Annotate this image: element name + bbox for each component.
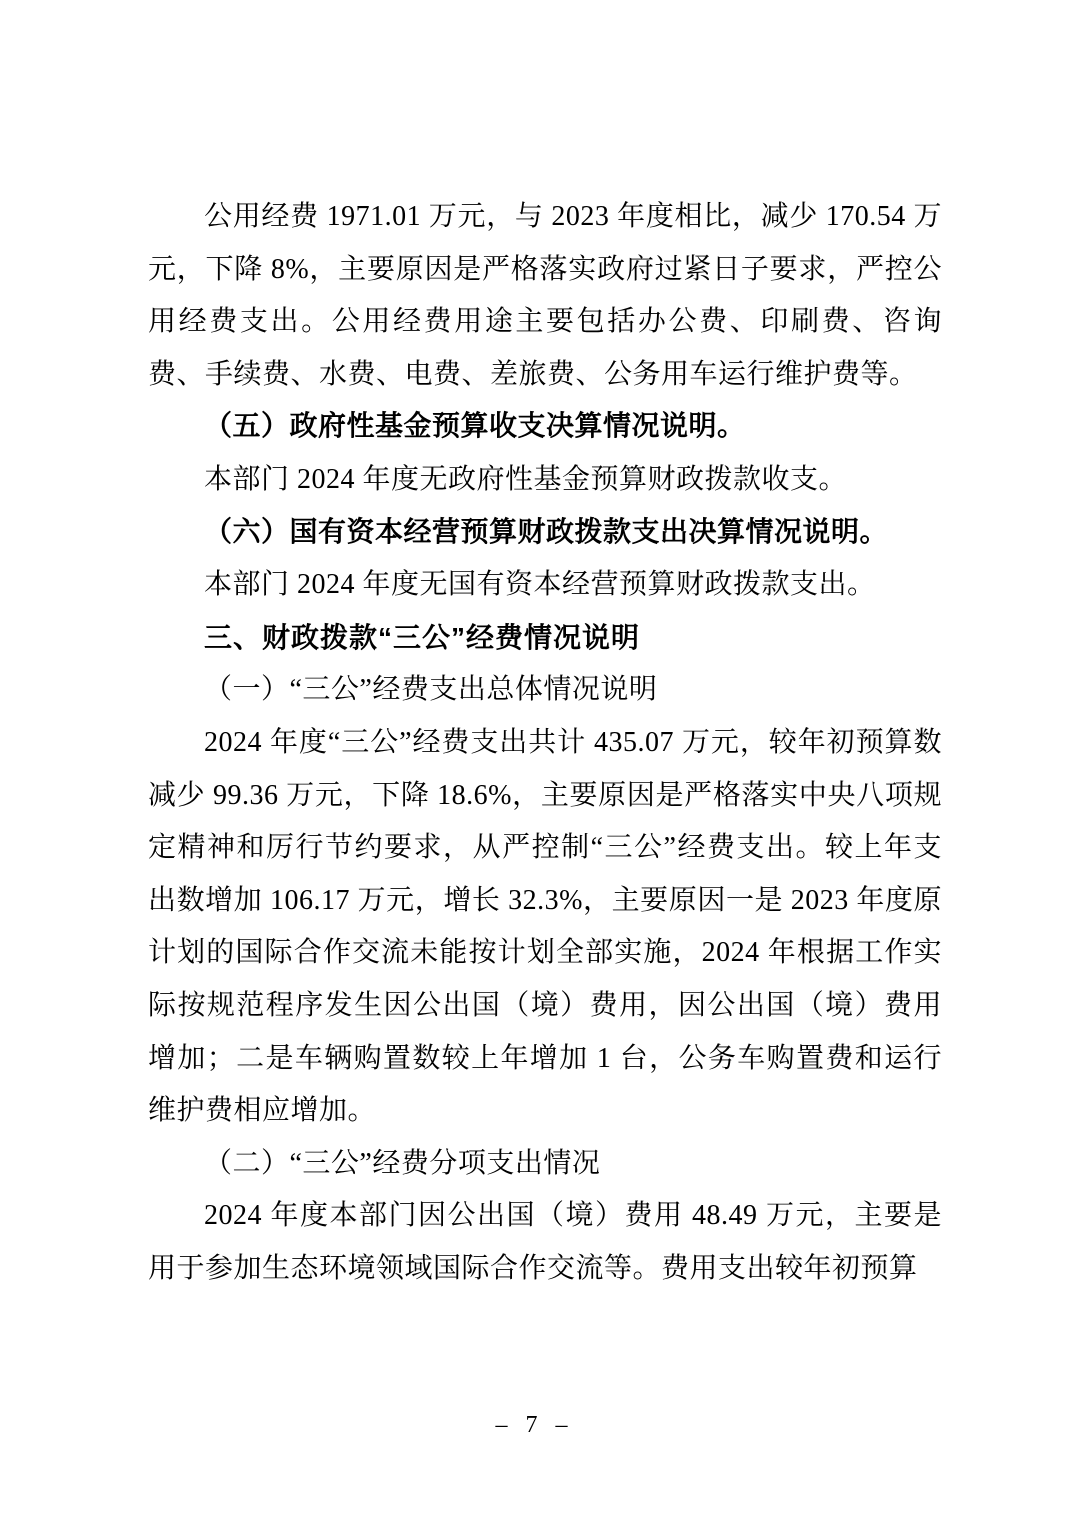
paragraph-three-public-overall-detail: 2024 年度“三公”经费支出共计 435.07 万元，较年初预算数减少 99.36 万元，下降 18.6%，主要原因是严格落实中央八项规定精神和厉行节约要求，从严控制“三公”经费支出。较上年支出数增加 106.17 万元，增长 32.3%，主要原因一是 2023 年度原计划的国际合作交流未能按计划全部实施，2024 年根据工作实际按规范程序发生因公出国（境）费用，因公出国（境）费用增加；二是车辆购置数较上年增加 1 台，公务车购置费和运行维护费相应增加。 [148,726,942,1127]
paragraph-overseas-travel-expenses: 2024 年度本部门因公出国（境）费用 48.49 万元，主要是用于参加生态环境领域国际合作交流等。费用支出较年初预算 [148,1200,942,1284]
paragraph-no-state-capital-budget: 本部门 2024 年度无国有资本经营预算财政拨款支出。 [204,569,876,601]
heading-section-5-government-fund-budget: （五）政府性基金预算收支决算情况说明。 [204,411,746,443]
page-number: – 7 – [495,1412,574,1438]
heading-section-3-three-public-expenses: 三、财政拨款“三公”经费情况说明 [204,621,641,653]
paragraph-public-funds-summary: 公用经费 1971.01 万元，与 2023 年度相比，减少 170.54 万元，下降 8%，主要原因是严格落实政府过紧日子要求，严控公用经费支出。公用经费用途主要包括办公费、印刷费、咨询费、手续费、水费、电费、差旅费、公务用车运行维护费等。 [148,201,942,390]
paragraph-no-government-fund-budget: 本部门 2024 年度无政府性基金预算财政拨款收支。 [204,463,848,495]
document-body [148,191,942,1295]
heading-subsection-1-overall-situation: （一）“三公”经费支出总体情况说明 [204,674,658,706]
heading-section-6-state-capital-budget: （六）国有资本经营预算财政拨款支出决算情况说明。 [204,516,889,548]
page-footer [0,1412,1069,1439]
heading-subsection-2-itemized-expenses: （二）“三公”经费分项支出情况 [204,1147,601,1179]
